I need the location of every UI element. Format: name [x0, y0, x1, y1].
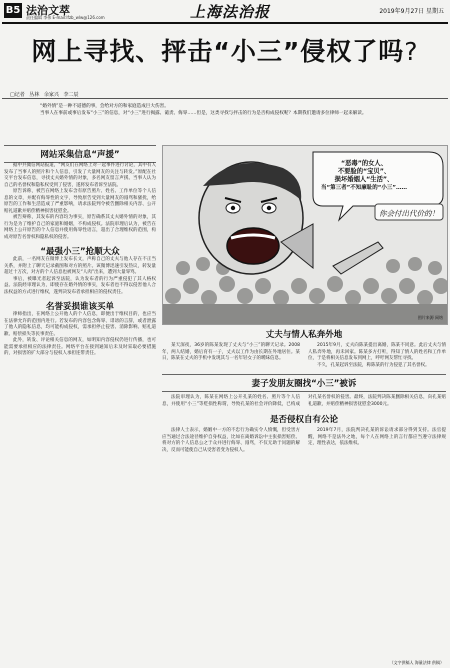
bubble-line: “恶毒”的女人、	[340, 160, 388, 167]
editor-line: 责任编辑 李伟 E-mail:lfzb_wlw@126.com	[26, 15, 105, 20]
warning-caption: 你会付出代价的！	[379, 209, 439, 218]
headline-question-mark: ?	[404, 37, 419, 66]
editor-note	[40, 103, 410, 117]
bubble-line: 当“第三者”不知廉耻的“小三”……	[321, 185, 407, 191]
paragraph: 某天深夜，36岁的陈某发现了丈夫与“小三”的聊天记录。2008年，两人结婚，婚后育有一子，丈夫以工作为由长期在外地居住。某日，陈某在丈夫的手机中发现其与一名年轻女子的暧昧信息。	[162, 343, 300, 361]
byline-rule	[2, 98, 448, 99]
paragraph: 不久，孔某起诉至法院，称陈某的行为侵犯了其名誉权。	[317, 362, 430, 368]
left-column	[4, 145, 156, 358]
header-rule	[2, 22, 448, 24]
article-headline	[0, 32, 450, 68]
subheading: 丈夫与情人私奔外地	[265, 330, 343, 340]
subheading: 网站采集信息“声援”	[4, 145, 156, 163]
paragraph: 据中共微信网站报道，“网友们在网络上对一起事件进行讨论，其中有人发布了当事人的照片和个人信息，引发了大量网友的关注与转发。”原配在社交平台发布信息，寻找丈夫婚外情的对象，多名网友留言声援。当事人认为自己的名誉权和隐私权受到了侵害，遂将发布者诉至法院。	[4, 163, 156, 188]
photo-credit: 图片来源 网络	[417, 315, 443, 320]
headline-text: 网上寻找、抨击“小三”侵权了吗	[31, 37, 405, 66]
editor-note-line: “婚外情”是一种不道德的事，会给对方的和家庭造成巨大伤害。	[40, 104, 169, 109]
paragraph: 2019年7月，法院判决孔某的诉讼请求部分得到支持。法官提醒，网络不是法外之地，每个人在网络上的言行都应当遵守法律规定，理性表达，依法维权。	[308, 428, 446, 446]
speech-bubble-text	[319, 160, 409, 192]
subheading: 是否侵权自有公论	[269, 415, 338, 425]
paragraph: 此外，转发、评论相关信息的网友，如明知内容侵权仍进行传播，也可能需要承担相应的法律责任。网络平台在接到通知后未及时采取必要措施的，对损害的扩大部分与侵权人承担连带责任。	[4, 338, 156, 356]
paragraph: 事后，被曝光者起诉至法院，认为发布者的行为严重侵犯了其人格权益。法院经审理认为，即使存在婚外情的事实，发布者也不得以侵害他人合法权益的方式进行维权，遂判决发布者承担相应的侵权责任。	[4, 276, 156, 295]
paragraph: 2015年9月，丈夫向陈某提出离婚，陈某不同意。此后丈夫与情人私奔外地，再未回家。陈某多方打听，得知了情人的姓名和工作单位，于是将相关信息发布到网上，呼吁网友帮忙寻找。	[308, 343, 446, 361]
paragraph: 法律人士表示，婚姻中一方的不忠行为确实令人愤慨，但受害方应当通过合法途径维护自身权益，比如在离婚诉讼中主张损害赔偿。将对方的个人信息公之于众并进行侮辱、谩骂，不仅无助于问题的解决，反而可能使自己从受害者变为侵权人。	[162, 428, 300, 453]
paragraph: 此前，一名网友在微博上发布长文，声称自己的丈夫与他人存在不正当关系，并附上了聊天记录截图和对方的照片。该微博迅速引发热议，转发量超过十万次，对方的个人信息也被网友“人肉”出来，遭到大量辱骂。	[4, 257, 156, 275]
byline: □记者 丛林 余家兴 李二辰	[10, 92, 79, 98]
subheading: 妻子发朋友圈找“小三”被诉	[162, 374, 446, 392]
cartoon-illustration	[162, 145, 448, 325]
bubble-line: 损坏婚姻人“生活”、	[334, 176, 394, 183]
page-header	[0, 0, 450, 22]
paragraph: 被告辩称，其发布的内容均为事实，原告确系其丈夫婚外情的对象，其行为是为了维护自己的家庭和婚姻，不构成侵权。法院审理后认为，被告在网络上公开原告的个人信息并使用侮辱性语言，超出了合理维权的范围，构成对原告名誉权和隐私权的侵害。	[4, 215, 156, 240]
paragraph: 原告诉称，被告在网络上发布含有原告照片、姓名、工作单位等个人信息的文章，并配有侮辱性的文字，导致原告受到大量网友的谩骂和骚扰，给原告的工作和生活造成了严重影响，请求法院判令被告删除相关内容、公开赔礼道歉并赔偿精神损害抚慰金。	[4, 189, 156, 214]
right-column	[162, 328, 446, 454]
paragraph: 律师指出，在网络上公开他人的个人信息，即便出于维权目的，也应当在法律允许的范围内进行。若发布的内容包含侮辱、诽谤的言辞，或者泄露了他人的隐私信息，均可能构成侵权，需承担停止侵害、消除影响、赔礼道歉、赔偿损失等民事责任。	[4, 312, 156, 337]
bubble-line: 不要脸的“宝贝”、	[337, 168, 391, 175]
subheading: 名誉妥损谁该买单	[45, 302, 114, 312]
footer-note: （文字供稿人 海量法律 供稿）	[389, 660, 444, 665]
crowd-heads	[165, 257, 447, 306]
subheading: “最强小三”抢顺大众	[40, 247, 120, 257]
editor-note-line: 当事人在事前或事后发布“小三”的信息，对“小三”进行揭露、谴责、侮辱……但是，这类寻找与抨击的行为是否构成侵权呢？本期我们邀请多位律师一起来解读。	[40, 111, 367, 116]
section-name: 法治文萃	[26, 4, 70, 17]
issue-date: 2019年9月27日 星期五	[379, 8, 444, 15]
paragraph: 法院审理认为，陈某在网络上公开孔某的姓名、照片等个人信息，并使用“小三”等贬损性称谓，导致孔某的社会评价降低，已构成对孔某名誉权的侵害。最终，法院判决陈某删除相关信息，向孔某赔礼道歉，并赔偿精神损害抚慰金3000元。	[162, 395, 446, 407]
page-number: B5	[5, 5, 21, 16]
newspaper-masthead: 上海法治报	[190, 3, 271, 21]
